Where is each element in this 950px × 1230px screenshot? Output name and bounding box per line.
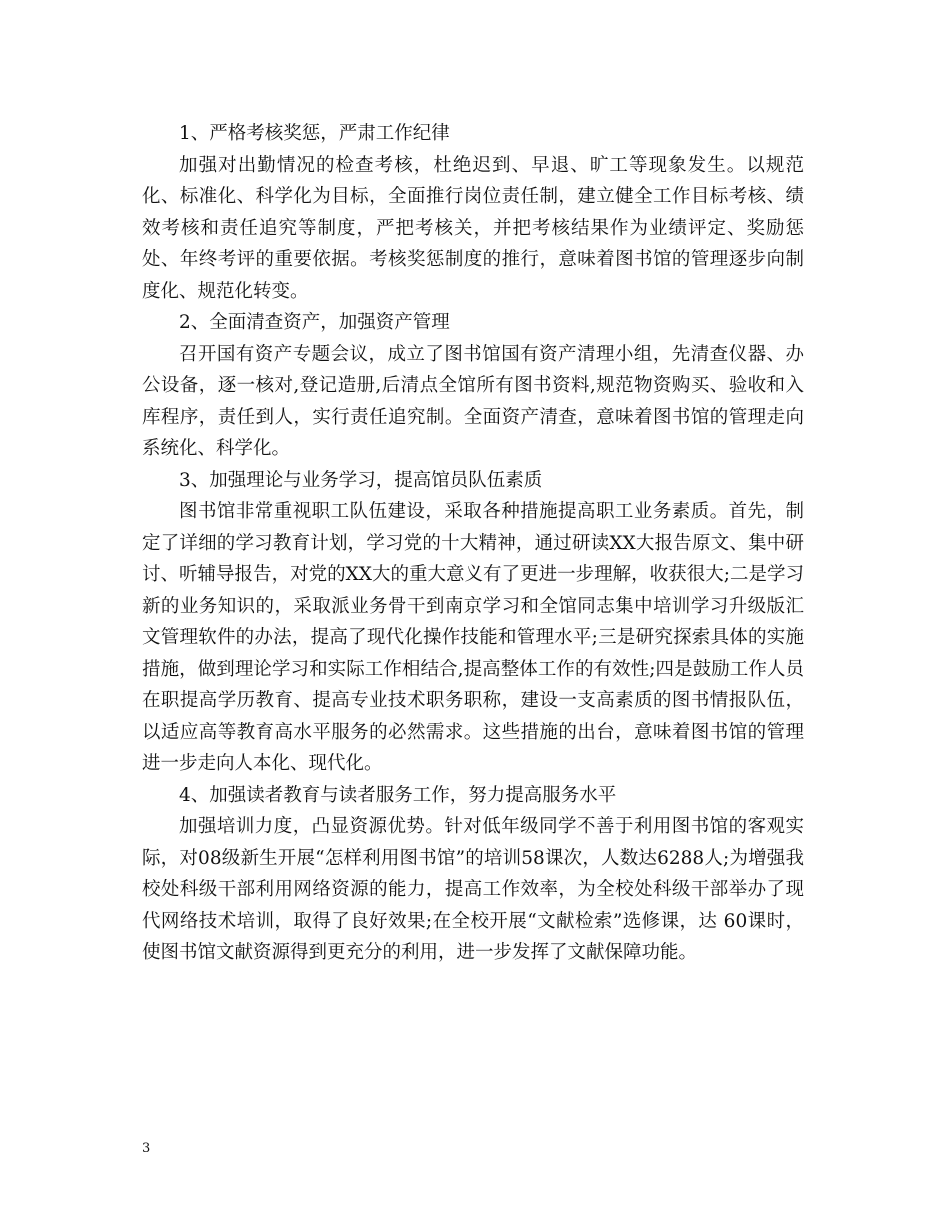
section-2-paragraph: 召开国有资产专题会议，成立了图书馆国有资产清理小组，先清查仪器、办公设备，逐一核对,登记造册,后清点全馆所有图书资料,规范物资购买、验收和入库程序，责任到人，实行责任追究制。全面资产清查，意味着图书馆的管理走向系统化、科学化。: [142, 343, 804, 459]
section-3-paragraph: 图书馆非常重视职工队伍建设，采取各种措施提高职工业务素质。首先，制定了详细的学习教育计划，学习党的十大精神，通过研读XX大报告原文、集中研讨、听辅导报告，对党的XX大的重大意义有了更进一步理解，收获很大;二是学习新的业务知识的，采取派业务骨干到南京学习和全馆同志集中培训学习升级版汇文管理软件的办法，提高了现代化操作技能和管理水平;三是研究探索具体的实施措施，做到理论学习和实际工作相结合,提高整体工作的有效性;四是鼓励工作人员在职提高学历教育、提高专业技术职务职称，建设一支高素质的图书情报队伍，以适应高等教育高水平服务的必然需求。这些措施的出台，意味着图书馆的管理进一步走向人本化、现代化。: [142, 501, 804, 774]
document-body: [142, 118, 804, 969]
section-3-heading: 3、加强理论与业务学习，提高馆员队伍素质: [179, 469, 543, 491]
page-number: 3: [142, 1141, 151, 1156]
section-4-paragraph: 加强培训力度，凸显资源优势。针对低年级同学不善于利用图书馆的客观实际，对08级新生开展“怎样利用图书馆”的培训58课次，人数达6288人;为增强我校处科级干部利用网络资源的能力，提高工作效率，为全校处科级干部举办了现代网络技术培训，取得了良好效果;在全校开展“文献检索”选修课，达 60课时，使图书馆文献资源得到更充分的利用，进一步发挥了文献保障功能。: [142, 816, 804, 963]
section-1-paragraph: 加强对出勤情况的检查考核，杜绝迟到、早退、旷工等现象发生。以规范化、标准化、科学化为目标，全面推行岗位责任制，建立健全工作目标考核、绩效考核和责任追究等制度，严把考核关，并把考核结果作为业绩评定、奖励惩处、年终考评的重要依据。考核奖惩制度的推行，意味着图书馆的管理逐步向制度化、规范化转变。: [142, 154, 804, 302]
section-1-heading: 1、严格考核奖惩，严肃工作纪律: [179, 123, 450, 144]
section-2-heading: 2、全面清查资产，加强资产管理: [179, 312, 450, 333]
section-4-heading: 4、加强读者教育与读者服务工作，努力提高服务水平: [179, 784, 617, 806]
